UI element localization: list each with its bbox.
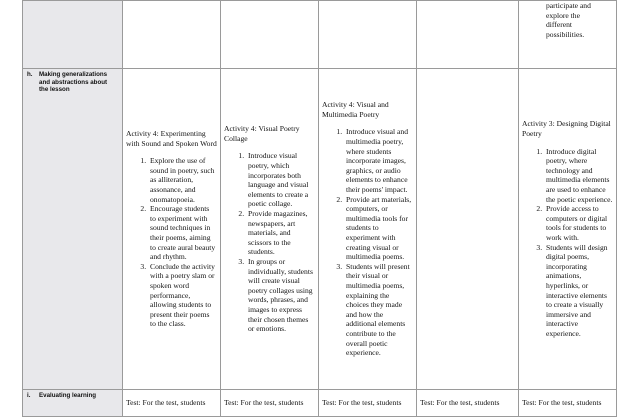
activity-list <box>322 127 413 357</box>
top-cell-2 <box>221 1 319 69</box>
row-letter: h. <box>27 71 33 78</box>
list-item: different <box>546 20 573 30</box>
row-label: Evaluating learning <box>39 392 97 399</box>
label-cell-h <box>23 69 123 390</box>
list-item: 3. Conclude the activity with a poetry slam or spoken word performance, allowing students to present their poems to the class. <box>148 262 217 329</box>
list-item: 1. Introduce visual poetry, which incorporates both language and visual elements to create a poetic collage. <box>246 151 315 209</box>
activity-cell-2 <box>221 69 319 390</box>
activity-cell-4 <box>417 69 519 390</box>
activity-cell-3 <box>319 69 417 390</box>
table-row-i <box>23 390 617 417</box>
row-label: Making generalizations and abstractions about the lesson <box>39 71 108 94</box>
list-item: 1. Introduce digital poetry, where technology and multimedia elements are used to enhance the poetic experience. <box>544 147 613 205</box>
test-cell-5: Test: For the test, students <box>519 390 617 417</box>
activity-title: Activity 4: Visual Poetry Collage <box>224 124 300 143</box>
test-cell-2: Test: For the test, students <box>221 390 319 417</box>
list-item: 2. Provide magazines, newspapers, art materials, and scissors to the students. <box>246 209 315 257</box>
list-item: 3. Students will design digital poems, incorporating animations, hyperlinks, or interactive elements to create a visually immersive and interactive experience. <box>544 243 613 339</box>
table-row-h <box>23 69 617 390</box>
activity-cell-5 <box>519 69 617 390</box>
list-item: possibilities. <box>546 29 585 39</box>
test-cell-4: Test: For the test, students <box>417 390 519 417</box>
table-row-top <box>23 1 617 69</box>
activity-list <box>522 147 613 339</box>
top-cell-1 <box>123 1 221 69</box>
label-cell-top <box>23 1 123 69</box>
label-cell-i <box>23 390 123 417</box>
activity-cell-1 <box>123 69 221 390</box>
activity-list <box>224 151 315 333</box>
activity-title: Activity 3: Designing Digital Poetry <box>522 119 611 139</box>
list-item: 2. Encourage students to experiment with sound techniques in their poems, aiming to create aural beauty and rhythm. <box>148 204 217 262</box>
top-cell-4 <box>417 1 519 69</box>
list-item: participate and <box>546 1 591 10</box>
list-item: explore the <box>546 10 580 20</box>
activity-title: Activity 4: Experimenting with Sound and Spoken Word <box>126 129 217 148</box>
activity-list <box>126 156 217 329</box>
list-item: 3. Students will present their visual or multimedia poems, explaining the choices they made and how the additional elements contribute to the overall poetic experience. <box>344 262 413 358</box>
activity-title: Activity 4: Visual and Multimedia Poetry <box>322 100 389 119</box>
list-item: 3. In groups or individually, students will create visual poetry collages using words, phrases, and images to express their chosen themes or emotions. <box>246 257 315 334</box>
list-item: 1. Introduce visual and multimedia poetry, where students incorporate images, graphics, or audio elements to enhance their poems' impact. <box>344 127 413 194</box>
list-item: 1. Explore the use of sound in poetry, such as alliteration, assonance, and onomatopoeia. <box>148 156 217 204</box>
top-cell-3 <box>319 1 417 69</box>
row-letter: i. <box>27 392 31 399</box>
continued-list <box>522 1 613 39</box>
lesson-plan-table <box>22 0 617 417</box>
top-cell-5 <box>519 1 617 69</box>
list-item: 2. Provide access to computers or digital tools for students to work with. <box>544 204 613 242</box>
test-cell-3: Test: For the test, students <box>319 390 417 417</box>
list-item: 2. Provide art materials, computers, or multimedia tools for students to experiment with creating visual or multimedia poems. <box>344 195 413 262</box>
test-cell-1: Test: For the test, students <box>123 390 221 417</box>
